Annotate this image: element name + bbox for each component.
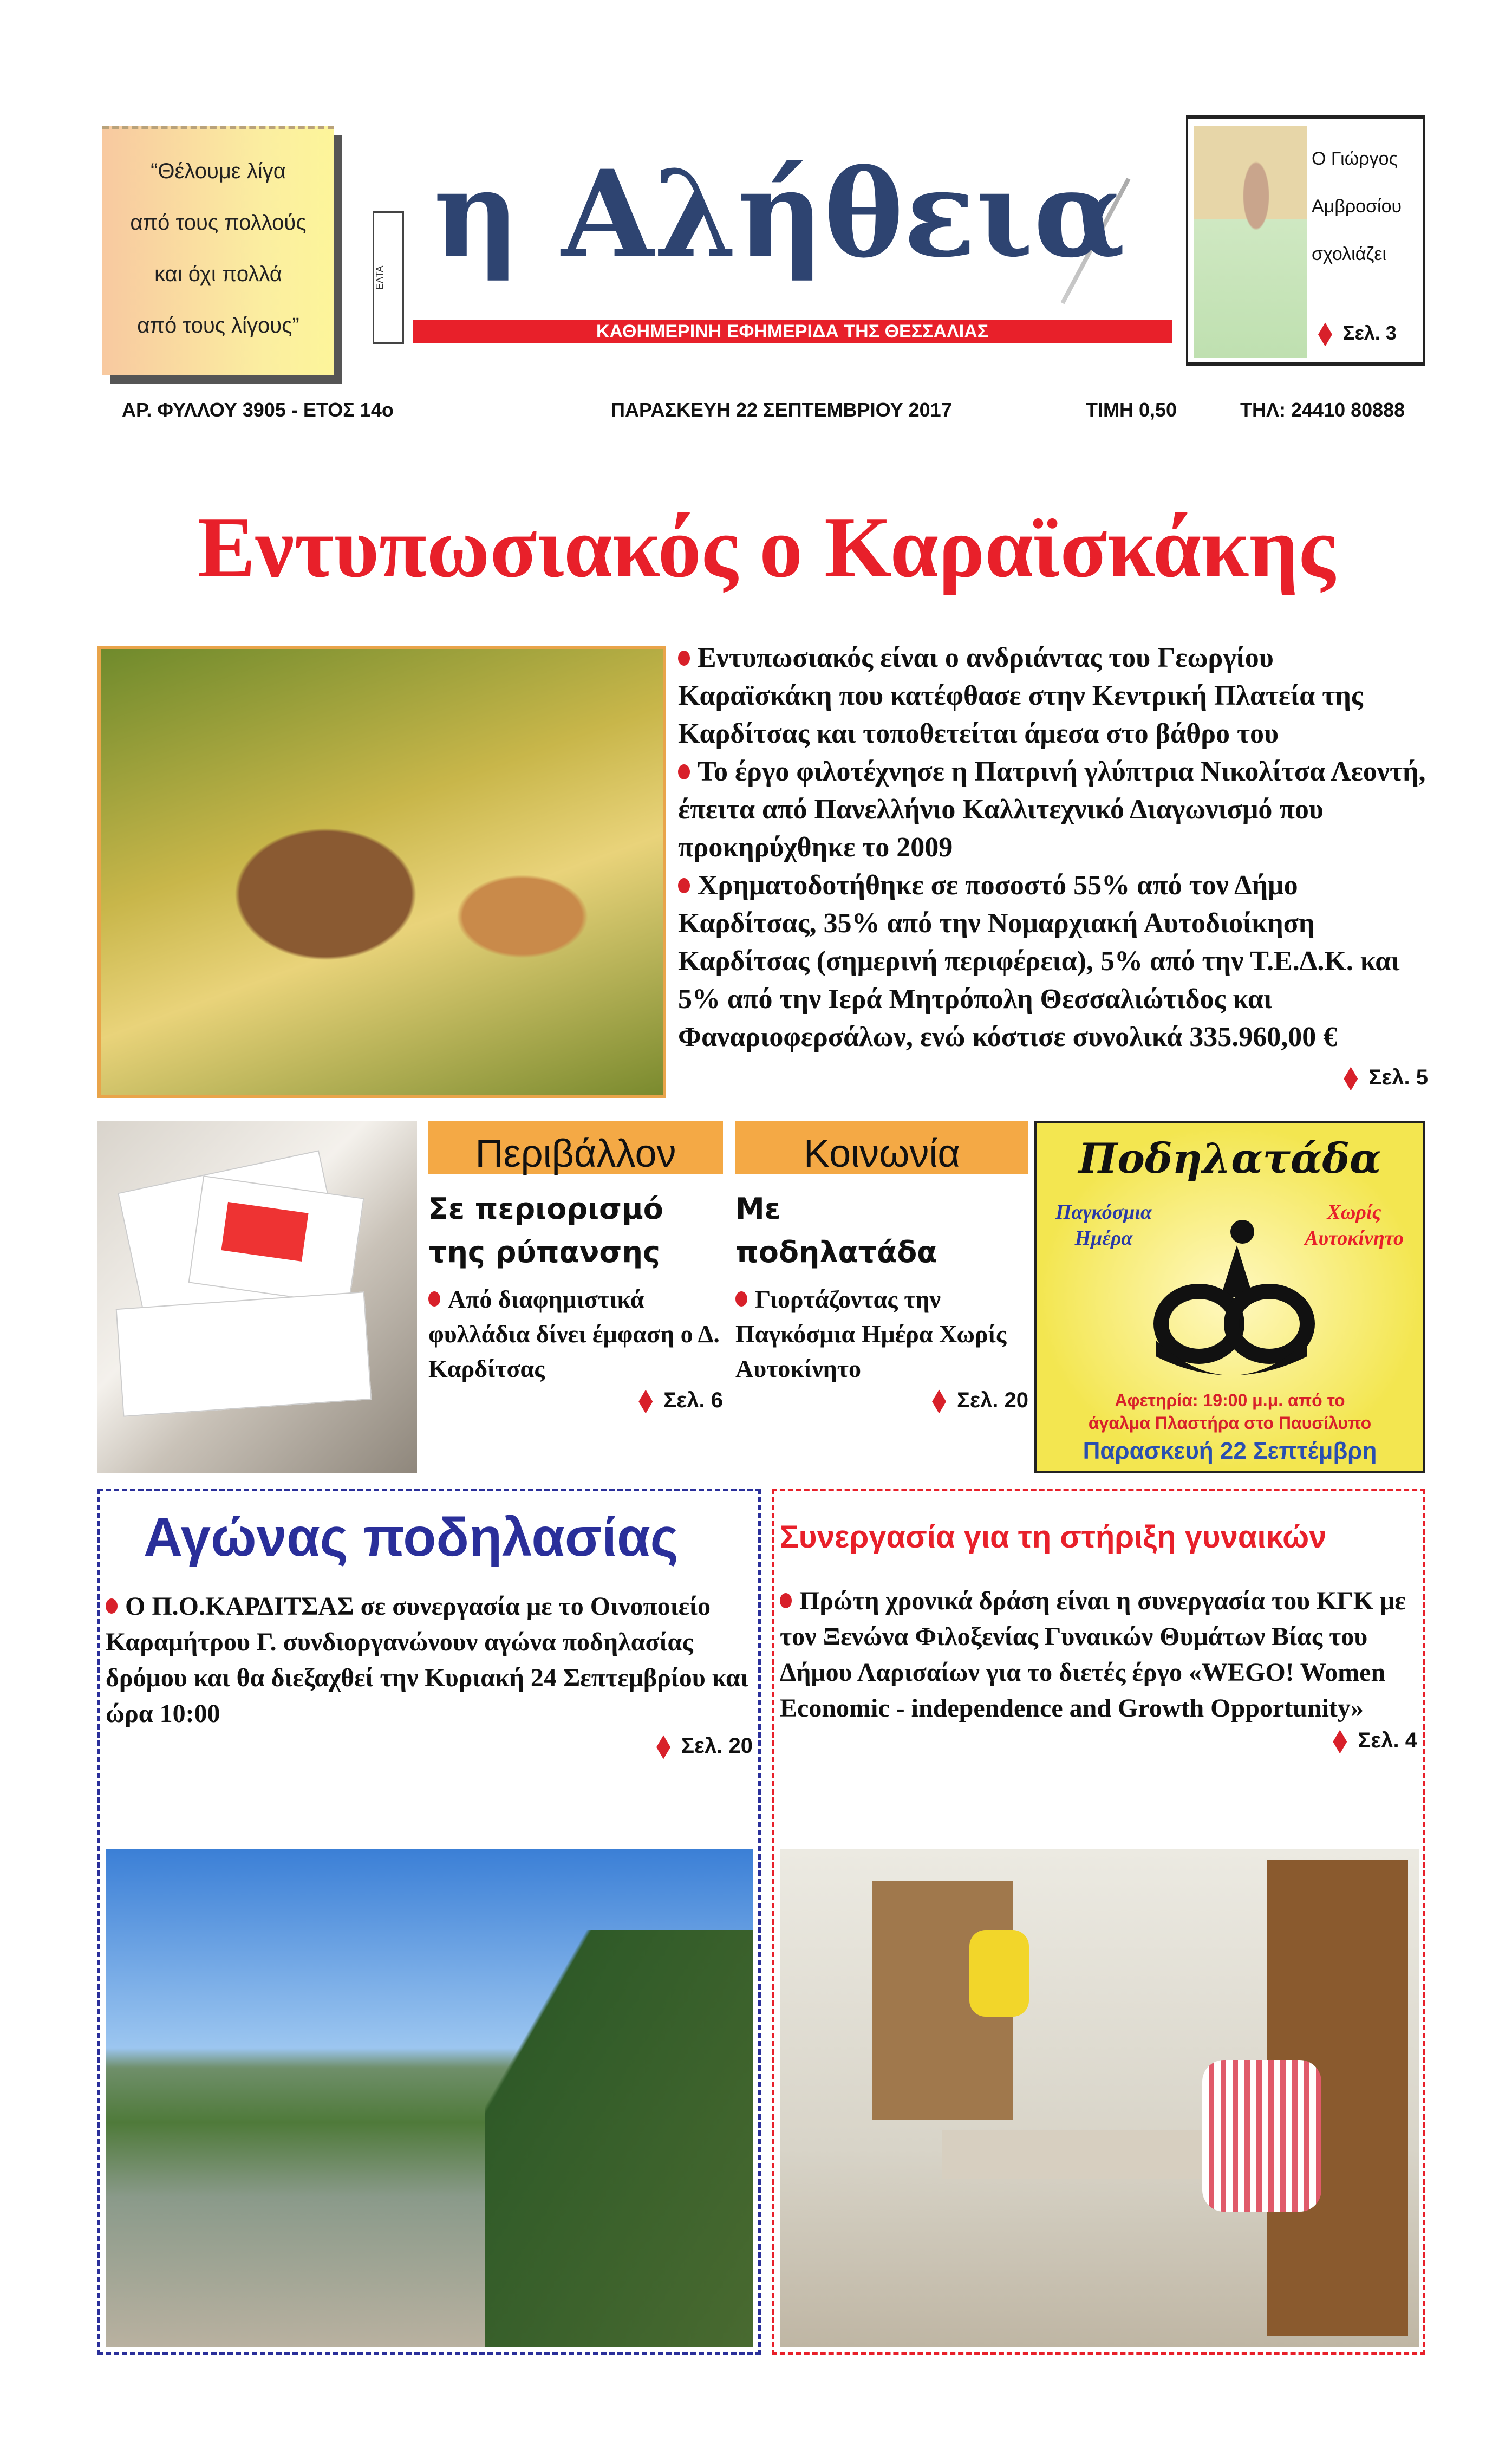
motto-line: από τους λίγους” xyxy=(137,314,299,337)
article-title: Αγώνας ποδηλασίας xyxy=(144,1507,679,1568)
statue-photo xyxy=(97,646,666,1098)
issue-number: ΑΡ. ΦΥΛΛΟΥ 3905 - ΕΤΟΣ 14ο xyxy=(122,399,394,421)
price: ΤΙΜΗ 0,50 xyxy=(1086,399,1177,421)
bike-ride-poster[interactable] xyxy=(1034,1121,1425,1473)
diamond-icon xyxy=(1344,1067,1358,1090)
poster-title: Ποδηλατάδα xyxy=(1078,1134,1381,1182)
bullet-text: Χρηματοδοτήθηκε σε ποσοστό 55% από τον Δήμο Καρδίτσας, 35% από την Νομαρχιακή Αυτοδιοίκηση Καρδίτσας (σημερινή περιφέρεια), 5% από την Τ.Ε.Δ.Κ. και 5% από την Ιερά Μητρόπολη Θεσσαλιώτιδος και Φαναριοφερσάλων, ενώ κόστισε συνολικά 335.960,00 € xyxy=(678,870,1400,1052)
page-ref-label: Σελ. 20 xyxy=(681,1734,753,1758)
columnist-line: σχολιάζει xyxy=(1312,244,1387,264)
bullet-icon xyxy=(780,1593,792,1608)
leaflet-print xyxy=(221,1202,309,1262)
meeting-photo xyxy=(780,1849,1419,2347)
bullet-icon xyxy=(678,764,690,779)
bullet-icon xyxy=(428,1291,440,1307)
page-ref-label: Σελ. 4 xyxy=(1358,1728,1417,1752)
bullet-text: Γιορτάζοντας την Παγκόσμια Ημέρα Χωρίς Αυτοκίνητο xyxy=(735,1285,1007,1382)
cycling-race-article[interactable] xyxy=(97,1489,761,2355)
person xyxy=(969,1930,1029,2017)
columnist-line: Αμβροσίου xyxy=(1312,196,1402,217)
bullet-text: Το έργο φιλοτέχνησε η Πατρινή γλύπτρια Νικολίτσα Λεοντή, έπειτα από Πανελλήνιο Καλλιτεχνικό Διαγωνισμό που προκηρύχθηκε το 2009 xyxy=(678,756,1426,863)
page-ref[interactable] xyxy=(774,1728,1417,1753)
article-bullet xyxy=(106,1589,753,1732)
columnist-line: Ο Γιώργος xyxy=(1312,148,1398,169)
person xyxy=(1202,2060,1321,2212)
desk xyxy=(942,2130,1235,2179)
motto-line: “Θέλουμε λίγα xyxy=(151,159,286,183)
poster-date: Παρασκευή 22 Σεπτέμβρη xyxy=(1083,1438,1377,1464)
article-title: Σε περιορισμό της ρύπανσης xyxy=(428,1192,663,1269)
diamond-icon xyxy=(1318,322,1332,346)
poster-place: άγαλμα Πλαστήρα στο Παυσίλυπο xyxy=(1088,1413,1372,1433)
poster-details xyxy=(1037,1389,1423,1434)
poster-left: Παγκόσμια Ημέρα xyxy=(1055,1201,1152,1250)
bullet-text: Από διαφημιστικά φυλλάδια δίνει έμφαση ο Δ. Καρδίτσας xyxy=(428,1285,720,1382)
lead-bullet xyxy=(678,753,1428,867)
poster-right: Χωρίς Αυτοκίνητο xyxy=(1304,1201,1404,1250)
columnist-photo xyxy=(1194,126,1307,358)
page-ref-label: Σελ. 5 xyxy=(1368,1065,1428,1089)
bullet-icon xyxy=(678,651,690,666)
diamond-icon xyxy=(1333,1730,1347,1753)
article-title: Συνεργασία για τη στήριξη γυναικών xyxy=(780,1519,1327,1555)
diamond-icon xyxy=(638,1389,653,1413)
leaflet xyxy=(116,1291,372,1417)
lead-bullet xyxy=(678,639,1428,753)
bullet-text: Εντυπωσιακός είναι ο ανδριάντας του Γεωργίου Καραϊσκάκη που κατέφθασε στην Κεντρική Πλατεία της Καρδίτσας και τοποθετείται άμεσα στο βάθρο του xyxy=(678,642,1363,749)
lead-bullet xyxy=(678,867,1428,1056)
page-ref[interactable] xyxy=(678,1058,1428,1096)
bullet-icon xyxy=(735,1291,747,1307)
section-header: Περιβάλλον xyxy=(428,1121,723,1174)
newspaper-logo[interactable]: η Αλήθεια xyxy=(433,144,1125,284)
columnist-text xyxy=(1312,135,1420,278)
lead-headline[interactable]: Εντυπωσιακός ο Καραϊσκάκης xyxy=(197,499,1335,595)
diamond-icon xyxy=(932,1389,946,1413)
article-bullet xyxy=(428,1282,723,1386)
postal-emblem-icon: ΕΛΤΑ xyxy=(373,211,404,344)
cyclists-photo xyxy=(106,1849,753,2347)
page-ref[interactable] xyxy=(100,1734,753,1759)
page-ref-label: Σελ. 6 xyxy=(663,1388,723,1412)
phone: ΤΗΛ: 24410 80888 xyxy=(1240,399,1405,421)
poster-start: Αφετηρία: 19:00 μ.μ. από το xyxy=(1115,1390,1345,1410)
page-ref[interactable] xyxy=(428,1388,723,1413)
page-ref[interactable] xyxy=(1318,322,1397,346)
motto-line: και όχι πολλά xyxy=(154,262,282,286)
bullet-text: Πρώτη χρονικά δράση είναι η συνεργασία του ΚΓΚ με τον Ξενώνα Φιλοξενίας Γυναικών Θυμάτων Βίας του Δήμου Λαρισαίων για το διετές έργο «WEGO! Women Economic - independence and Growth Opportunity» xyxy=(780,1587,1406,1723)
motto-line: από τους πολλούς xyxy=(130,211,307,235)
tagline: ΚΑΘΗΜΕΡΙΝΗ ΕΦΗΜΕΡΙΔΑ ΤΗΣ ΘΕΣΣΑΛΙΑΣ xyxy=(413,320,1172,343)
leaflets-photo xyxy=(97,1121,417,1473)
article-bullet xyxy=(735,1282,1028,1386)
cyclist-icon xyxy=(1145,1216,1318,1383)
page-ref-label: Σελ. 20 xyxy=(957,1388,1028,1412)
page-ref-label: Σελ. 3 xyxy=(1343,322,1397,344)
society-article[interactable] xyxy=(735,1121,1028,1413)
trees xyxy=(485,1930,753,2347)
issue-date: ΠΑΡΑΣΚΕΥΗ 22 ΣΕΠΤΕΜΒΡΙΟΥ 2017 xyxy=(611,399,952,421)
article-title: Με ποδηλατάδα xyxy=(735,1192,937,1269)
bullet-icon xyxy=(106,1598,118,1614)
bullet-text: Ο Π.Ο.ΚΑΡΔΙΤΣΑΣ σε συνεργασία με το Οινοποιείο Καραμήτρου Γ. συνδιοργανώνουν αγώνα ποδηλασίας δρόμου και θα διεξαχθεί την Κυριακή 24 Σεπτεμβρίου και ώρα 10:00 xyxy=(106,1592,748,1728)
bullet-icon xyxy=(678,878,690,893)
page-ref[interactable] xyxy=(735,1388,1028,1413)
columnist-box[interactable] xyxy=(1186,115,1425,366)
article-bullet xyxy=(780,1583,1417,1726)
women-support-article[interactable] xyxy=(772,1489,1425,2355)
motto-box xyxy=(102,126,334,375)
section-header: Κοινωνία xyxy=(735,1121,1028,1174)
environment-article[interactable] xyxy=(428,1121,723,1413)
lead-body xyxy=(678,639,1428,1096)
leaflet xyxy=(188,1175,364,1305)
diamond-icon xyxy=(656,1735,670,1759)
